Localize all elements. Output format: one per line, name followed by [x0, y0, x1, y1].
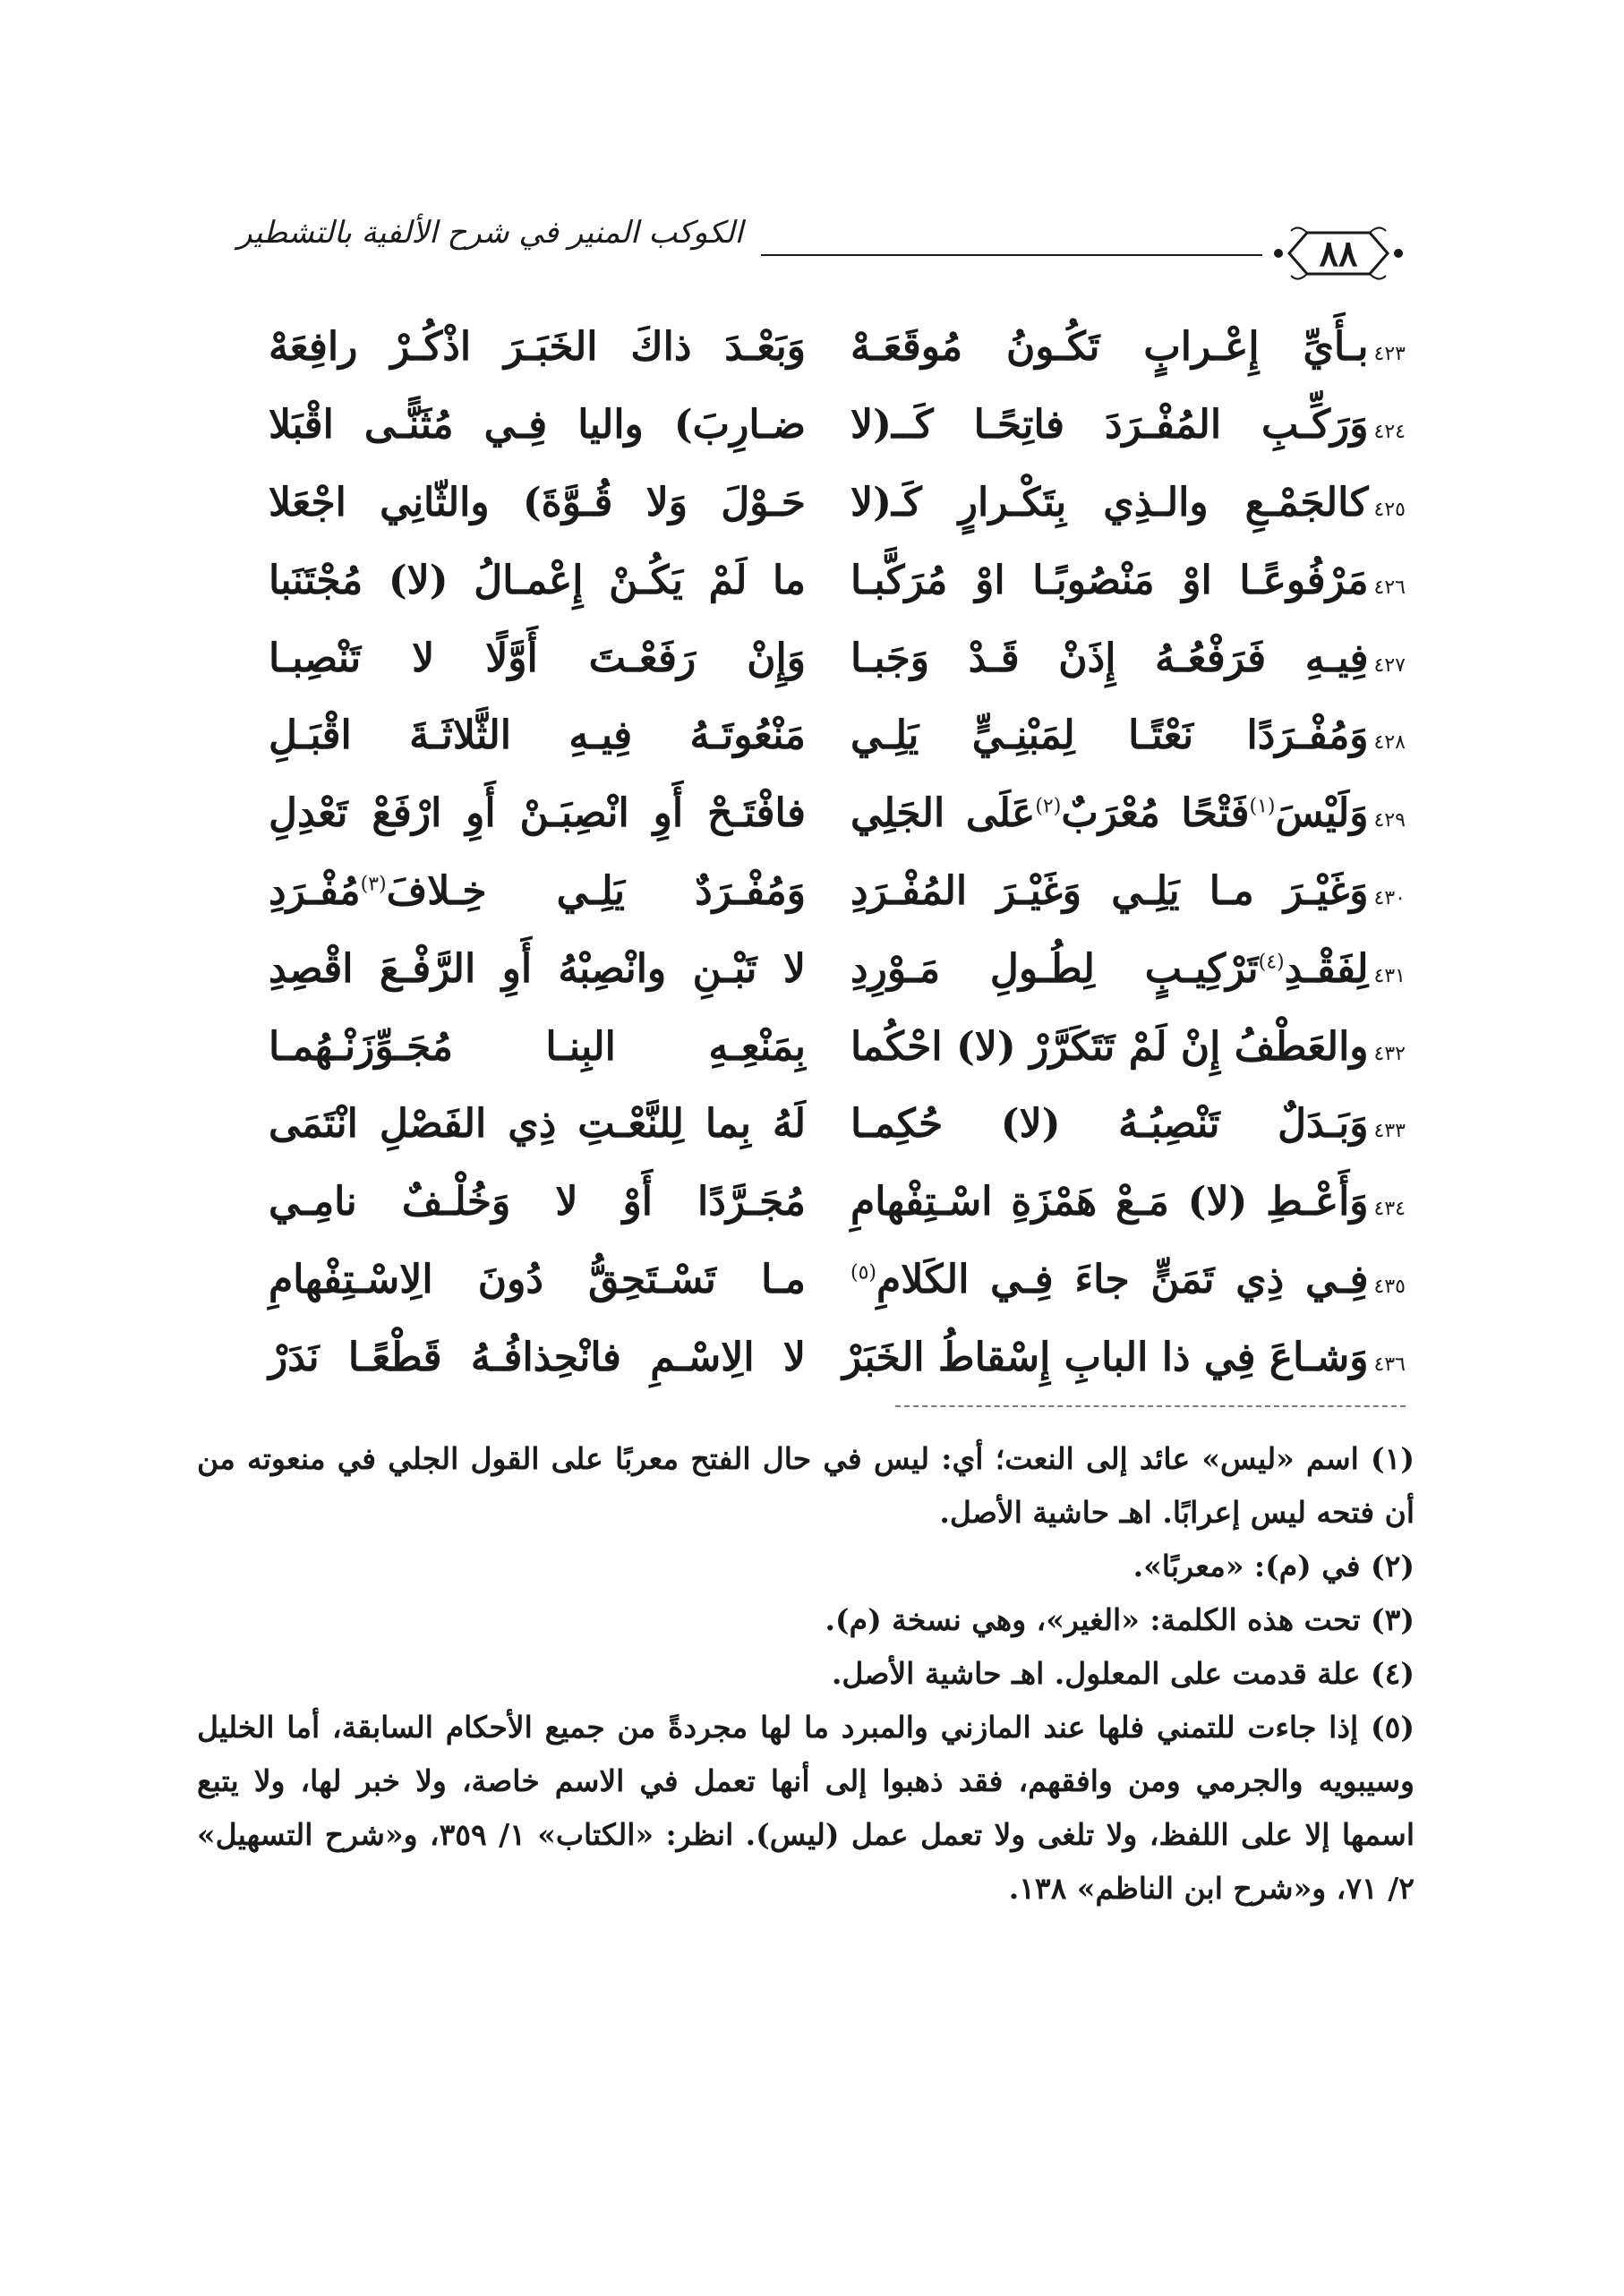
- page-number-badge: [1271, 222, 1406, 285]
- verse-first-hemistich: ٤٢٤وَرَكِّـبِ المُفْـرَدَ فاتِحًـا كَــ(لا: [850, 402, 1406, 448]
- verse-row: [269, 697, 1406, 775]
- footnotes: [197, 1432, 1415, 1916]
- footnote: (١) اسم «ليس» عائد إلى النعت؛ أي: ليس في حال الفتح معربًا على القول الجلي في منعوته من أن فتحه ليس إعرابًا. اهـ حاشية الأصل.: [197, 1441, 1415, 1530]
- verse-second-hemistich: لا تَبْـنِ وانْصِبْهُ أَوِ الرَّفْـعَ اقْصِدِ: [269, 945, 806, 992]
- verse-first-hemistich: ٤٢٧فِيـهِ فَرَفْعُـهُ إِذَنْ قَـدْ وَجَبـا: [850, 635, 1406, 681]
- verse-row: [269, 387, 1406, 465]
- verse-first-hemistich: ٤٣٢والعَطْفُ إِنْ لَمْ تَتَكَرَّرْ (لا) احْكُما: [850, 1023, 1406, 1070]
- verse-first-hemistich: ٤٢٨وَمُفْـرَدًا نَعْتًـا لِمَبْنِـيٍّ يَلِـي: [850, 713, 1406, 759]
- verse-row: [269, 465, 1406, 542]
- verse-second-hemistich: ضـارِبَ) واليا فِـي مُثَنًّـى اقْبَلا: [269, 402, 806, 448]
- verse-second-hemistich: وَإِنْ رَفَعْـتَ أَوَّلًا لا تَنْصِبـا: [269, 635, 806, 681]
- verse-number: ٤٣٠: [1373, 886, 1406, 909]
- verse-row: [269, 1242, 1406, 1319]
- verse-number: ٤٣٥: [1373, 1275, 1406, 1298]
- verse-row: [269, 853, 1406, 931]
- verse-row: [269, 542, 1406, 619]
- verse-second-hemistich: مـا تَسْـتَحِقُّ دُونَ الِاسْـتِفْهامِ: [269, 1256, 806, 1302]
- verse-number: ٤٣٣: [1373, 1120, 1406, 1143]
- footnote-marker: (٥): [850, 1261, 877, 1285]
- verse-second-hemistich: وَمُفْـرَدٌ يَلِـي خِـلافَ$^{(٣)}$مُفْـرَدِ: [269, 867, 806, 914]
- verse-number: ٤٢٤: [1373, 421, 1406, 444]
- footnote: (٢) في (م): «معربًا».: [1133, 1549, 1415, 1583]
- verse-second-hemistich: فافْتَـحْ أَوِ انْصِبَـنْ أَوِ ارْفَعْ تَعْدِلِ: [269, 790, 806, 837]
- footnote-marker: (٤): [1258, 951, 1285, 974]
- verse-second-hemistich: حَـوْلَ وَلا قُـوَّةَ) والثّانِي اجْعَلا: [269, 479, 806, 525]
- footnote-marker: (٣): [360, 873, 387, 896]
- verse-row: [269, 309, 1406, 387]
- header-rule: [761, 254, 1262, 256]
- verse-row: [269, 775, 1406, 853]
- verse-first-hemistich: ٤٣١لِفَقْـدِ$^{(٤)}$تَرْكِيـبٍ لِطُـولِ مَـوْرِدِ: [850, 945, 1406, 992]
- verse-row: [269, 930, 1406, 1008]
- footnote: (٤) علة قدمت على المعلول. اهـ حاشية الأصل.: [831, 1656, 1415, 1691]
- verse-first-hemistich: ٤٣٥فِـي ذِي تَمَنٍّ جاءَ فِـي الكَلامِ$^{(٥)}$: [850, 1256, 1406, 1302]
- footnote-marker: (١): [1249, 795, 1276, 818]
- verse-second-hemistich: وَبَعْـدَ ذاكَ الخَبَـرَ اذْكُـرْ رافِعَهْ: [269, 324, 806, 371]
- verse-first-hemistich: ٤٣٦وَشـاعَ فِي ذا البابِ إِسْقاطُ الخَبَرْ: [842, 1334, 1406, 1380]
- footnote-separator: [895, 1405, 1406, 1407]
- verse-first-hemistich: ٤٣٣وَبَـدَلٌ تَنْصِبُـهُ (لا) حُكِمـا: [850, 1101, 1406, 1148]
- verse-number: ٤٣٦: [1373, 1353, 1406, 1376]
- verse-number: ٤٢٩: [1373, 809, 1406, 832]
- verse-number: ٤٣٤: [1373, 1198, 1406, 1221]
- verse-number: ٤٣١: [1373, 964, 1406, 987]
- verse-second-hemistich: ما لَمْ يَكُـنْ إِعْمـالُ (لا) مُجْتَنَبا: [269, 557, 806, 603]
- verse-number: ٤٣٢: [1373, 1042, 1406, 1065]
- verse-row: [269, 1008, 1406, 1086]
- verse-number: ٤٢٥: [1373, 498, 1406, 521]
- verse-number: ٤٢٦: [1373, 576, 1406, 599]
- book-title: الكوكب المنير في شرح الألفية بالتشطير: [237, 215, 743, 251]
- verse-row: [269, 1319, 1406, 1396]
- verse-row: [269, 619, 1406, 697]
- page-number: ٨٨: [1319, 232, 1358, 275]
- verse-first-hemistich: ٤٢٣بـأَيِّ إِعْـرابٍ تَكُـونُ مُوقَعَـهْ: [850, 324, 1406, 371]
- footnote-marker: (٢): [1035, 795, 1062, 818]
- verse-second-hemistich: بِمَنْعِـهِ البِنـا مُجَـوِّزَنْـهُمـا: [269, 1023, 806, 1070]
- verse-number: ٤٢٧: [1373, 653, 1406, 677]
- verse-row: [269, 1086, 1406, 1164]
- verse-second-hemistich: لَهُ بِما لِلنَّعْـتِ ذِي الفَصْلِ انْتَمَى: [269, 1101, 806, 1148]
- poem-verses: [269, 309, 1406, 1396]
- verse-second-hemistich: لا الِاسْـمِ فانْحِذافُـهُ قَطْعًـا نَدَرْ: [269, 1334, 806, 1380]
- verse-first-hemistich: ٤٣٠وَغَيْـرَ مـا يَلِـي وَغَيْـرَ المُفْـرَدِ: [850, 867, 1406, 914]
- page-header: [237, 215, 1406, 295]
- verse-number: ٤٢٣: [1373, 343, 1406, 366]
- verse-second-hemistich: مَنْعُوتَـهُ فِيـهِ الثَّلاثَـةَ اقْبَـلِ: [269, 713, 806, 759]
- verse-first-hemistich: ٤٢٦مَرْفُوعًـا اوْ مَنْصُوبًـا اوْ مُرَكَّبـا: [850, 557, 1406, 603]
- verse-row: [269, 1164, 1406, 1242]
- verse-first-hemistich: ٤٢٥كالجَمْـعِ والـذِي بِتَكْـرارٍ كَـ(لا: [850, 479, 1406, 525]
- footnote: (٣) تحت هذه الكلمة: «الغير»، وهي نسخة (م).: [825, 1602, 1415, 1637]
- footnote: (٥) إذا جاءت للتمني فلها عند المازني والمبرد ما لها مجردةً من جميع الأحكام السابقة، أما الخليل وسيبويه والجرمي ومن وافقهم، فقد ذهبوا إلى أنها تعمل في الاسم خاصة، ولا خبر لها، ولا يتبع اسمها إلا على اللفظ، ولا تلغى ولا تعمل عمل (ليس). انظر: «الكتاب» ١/ ٣٥٩، و«شرح التسهيل» ٢/ ٧١، و«شرح ابن الناظم» ١٣٨.: [197, 1710, 1415, 1906]
- verse-first-hemistich: ٤٢٩وَلَيْسَ$^{(١)}$فَتْحًا مُعْرَبٌ$^{(٢)}$عَلَى الجَلِي: [850, 790, 1406, 837]
- verse-number: ٤٢٨: [1373, 731, 1406, 755]
- verse-first-hemistich: ٤٣٤وَأَعْـطِ (لا) مَـعْ هَمْزَةِ اسْـتِفْهامِ: [850, 1179, 1406, 1225]
- verse-second-hemistich: مُجَـرَّدًا أَوْ لا وَخُلْـفٌ نامِـي: [269, 1179, 806, 1225]
